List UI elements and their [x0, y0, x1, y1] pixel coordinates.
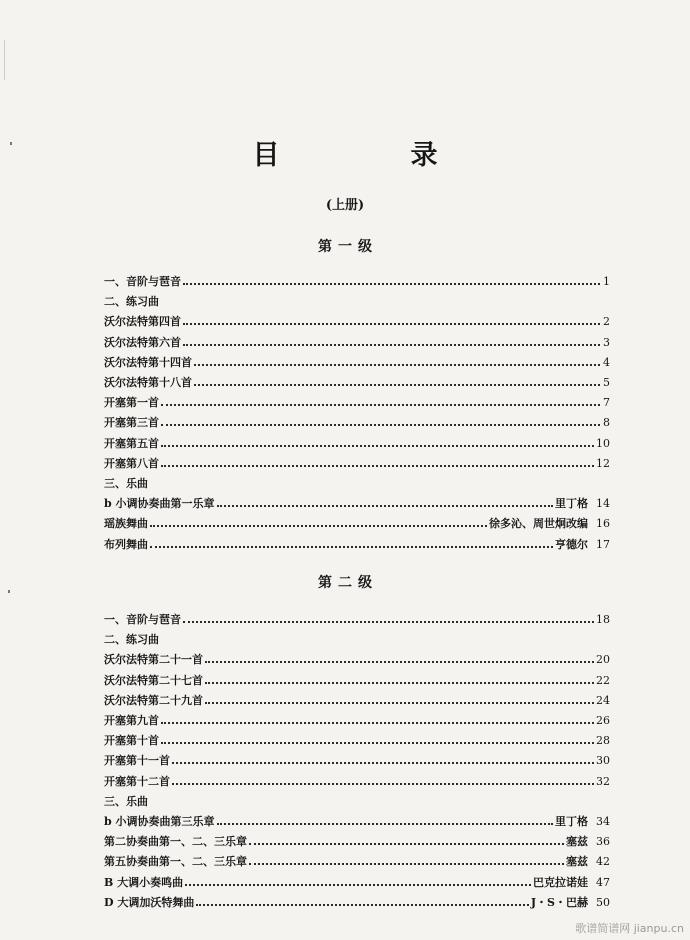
toc-entry-page: 2 [603, 315, 610, 328]
toc-entry-title: 沃尔法特第四首 [104, 315, 181, 328]
toc-group-heading [104, 292, 610, 308]
toc-entry-composer: 亨德尔 [555, 538, 588, 551]
dot-leader [183, 615, 594, 623]
toc-entry [104, 610, 610, 626]
toc-entry-title: 二、练习曲 [104, 633, 159, 646]
toc-entry [104, 852, 610, 868]
toc-entry [104, 353, 610, 369]
dot-leader [194, 358, 600, 366]
toc-entry-title: 第五协奏曲第一、二、三乐章 [104, 855, 247, 868]
dot-leader [205, 655, 594, 663]
toc-entry-page: 17 [596, 538, 610, 551]
dot-leader [150, 519, 487, 527]
toc-entry-composer: 塞兹 [566, 855, 588, 868]
toc-entry-page: 24 [596, 694, 610, 707]
toc-entry [104, 413, 610, 429]
toc-entry-title: 瑶族舞曲 [104, 517, 148, 530]
toc-entry [104, 731, 610, 747]
dot-leader [205, 696, 594, 704]
level-1-heading: 第一级 [318, 239, 378, 255]
toc-entry-page: 1 [603, 275, 610, 288]
toc-entry-title: 沃尔法特第二十七首 [104, 674, 203, 687]
toc-entry [104, 434, 610, 450]
toc-entry-page: 12 [596, 457, 610, 470]
scan-speck [4, 40, 5, 80]
watermark: 歌谱简谱网 jianpu.cn [575, 922, 684, 935]
dot-leader [205, 676, 594, 684]
volume-label: (上册) [325, 198, 365, 213]
dot-leader [249, 857, 564, 865]
dot-leader [161, 439, 594, 447]
toc-entry-title: 沃尔法特第十四首 [104, 356, 192, 369]
toc-entry-title: 三、乐曲 [104, 477, 148, 490]
dot-leader [172, 756, 594, 764]
toc-entry-page: 36 [596, 835, 610, 848]
toc-entry-title: 沃尔法特第十八首 [104, 376, 192, 389]
dot-leader [183, 338, 600, 346]
scan-speck [10, 142, 12, 145]
toc-entry-composer: 里丁格 [555, 497, 588, 510]
toc-entry-title: 布列舞曲 [104, 538, 148, 551]
toc-entry [104, 671, 610, 687]
toc-entry-composer: J・S・巴赫 [530, 896, 588, 909]
toc-entry-title: B 大调小奏鸣曲 [104, 876, 184, 889]
toc-entry-title: 开塞第十一首 [104, 754, 170, 767]
toc-entry-page: 4 [603, 356, 610, 369]
dot-leader [161, 398, 600, 406]
toc-entry [104, 691, 610, 707]
dot-leader [217, 817, 553, 825]
toc-entry-title: 开塞第十首 [104, 734, 159, 747]
toc-entry-page: 32 [596, 775, 610, 788]
toc-entry-page: 14 [596, 497, 610, 510]
toc-entry-title: 开塞第三首 [104, 416, 159, 429]
toc-entry-page: 42 [596, 855, 610, 868]
toc-entry-page: 34 [596, 815, 610, 828]
toc-entry [104, 333, 610, 349]
toc-entry-title: 三、乐曲 [104, 795, 148, 808]
toc-entry-title: 沃尔法特第二十一首 [104, 653, 203, 666]
toc-entry-composer: 里丁格 [555, 815, 588, 828]
toc-entry-page: 47 [596, 876, 610, 889]
dot-leader [249, 837, 564, 845]
toc-group-heading [104, 630, 610, 646]
toc-entry-title: 第二协奏曲第一、二、三乐章 [104, 835, 247, 848]
toc-entry-title: 沃尔法特第二十九首 [104, 694, 203, 707]
toc-entry [104, 751, 610, 767]
toc-entry-page: 22 [596, 674, 610, 687]
toc-entry-title: 开塞第一首 [104, 396, 159, 409]
dot-leader [161, 736, 594, 744]
toc-entry [104, 832, 610, 848]
toc-entry [104, 312, 610, 328]
toc-entry-composer: 塞兹 [566, 835, 588, 848]
page-title: 目 录 [252, 140, 490, 171]
toc-entry-page: 3 [603, 336, 610, 349]
dot-leader [183, 317, 600, 325]
dot-leader [185, 878, 531, 886]
dot-leader [183, 277, 600, 285]
toc-entry [104, 514, 610, 530]
toc-entry [104, 772, 610, 788]
toc-entry-title: b 小调协奏曲第一乐章 [104, 497, 215, 510]
toc-entry-page: 5 [603, 376, 610, 389]
toc-entry-title: 开塞第八首 [104, 457, 159, 470]
toc-entry-page: 10 [596, 437, 610, 450]
toc-entry [104, 650, 610, 666]
scan-speck [8, 590, 10, 593]
dot-leader [194, 378, 600, 386]
level-2-heading: 第二级 [318, 575, 378, 591]
dot-leader [172, 777, 594, 785]
toc-entry-page: 8 [603, 416, 610, 429]
toc-entry [104, 812, 610, 828]
toc-entry [104, 272, 610, 288]
dot-leader [161, 418, 600, 426]
toc-entry [104, 893, 610, 909]
toc-entry-page: 28 [596, 734, 610, 747]
dot-leader [161, 459, 594, 467]
toc-entry [104, 535, 610, 551]
toc-entry-title: 开塞第九首 [104, 714, 159, 727]
dot-leader [217, 499, 553, 507]
toc-entry-title: 一、音阶与琶音 [104, 613, 181, 626]
toc-entry-page: 50 [596, 896, 610, 909]
toc-entry-title: 二、练习曲 [104, 295, 159, 308]
toc-entry-composer: 巴克拉诺娃 [533, 876, 588, 889]
toc-entry-page: 20 [596, 653, 610, 666]
toc-entry-title: D 大调加沃特舞曲 [104, 896, 195, 909]
toc-entry [104, 494, 610, 510]
toc-entry-title: 开塞第十二首 [104, 775, 170, 788]
toc-entry-title: b 小调协奏曲第三乐章 [104, 815, 215, 828]
toc-entry [104, 454, 610, 470]
toc-entry [104, 711, 610, 727]
toc-entry-page: 7 [603, 396, 610, 409]
toc-group-heading [104, 792, 610, 808]
toc-group-heading [104, 474, 610, 490]
toc-entry-page: 18 [596, 613, 610, 626]
toc-entry-title: 一、音阶与琶音 [104, 275, 181, 288]
dot-leader [150, 540, 553, 548]
toc-entry-page: 26 [596, 714, 610, 727]
dot-leader [161, 716, 594, 724]
toc-entry [104, 393, 610, 409]
toc-entry-page: 16 [596, 517, 610, 530]
toc-entry [104, 373, 610, 389]
toc-entry-page: 30 [596, 754, 610, 767]
toc-entry [104, 873, 610, 889]
toc-entry-title: 沃尔法特第六首 [104, 336, 181, 349]
dot-leader [196, 898, 528, 906]
toc-entry-title: 开塞第五首 [104, 437, 159, 450]
toc-entry-composer: 徐多沁、周世炯改编 [489, 517, 588, 530]
